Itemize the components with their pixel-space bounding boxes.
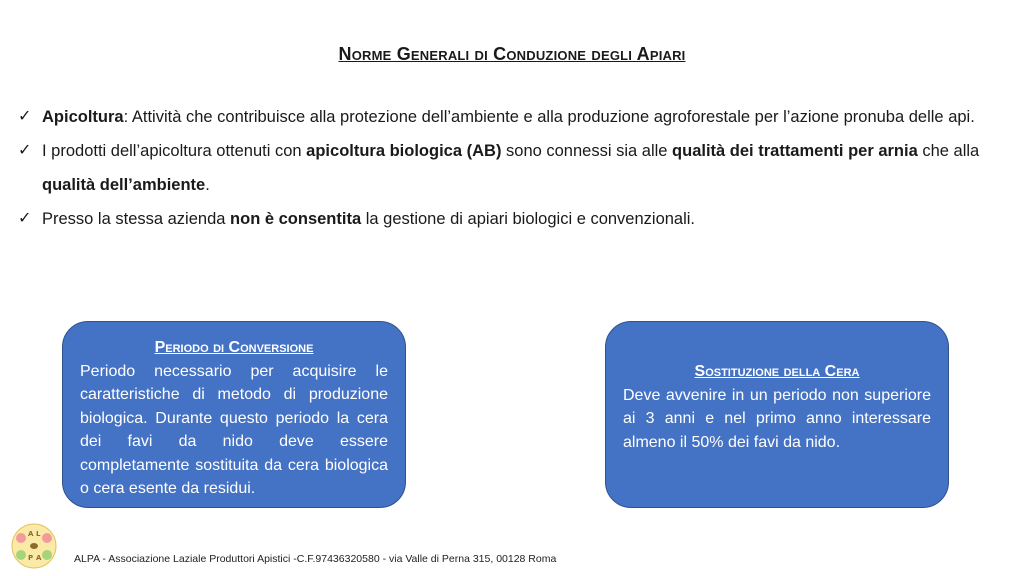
bullet-list: [18, 100, 1008, 236]
bullet-bold: apicoltura biologica (AB): [306, 142, 502, 160]
bullet-bold: non è consentita: [230, 210, 362, 228]
bullet-text: I prodotti dell’apicoltura ottenuti con: [42, 142, 307, 160]
bullet-text: che alla: [917, 142, 980, 160]
bullet-item: [18, 202, 1008, 236]
box-text: Periodo necessario per acquisire le caratteristiche di metodo di produzione biologica. Durante questo periodo la cera dei favi da nido deve essere completamente sostituita da cera biologica o cera esente da residui.: [80, 362, 388, 497]
box-text: Deve avvenire in un periodo non superiore ai 3 anni e nel primo anno interessare almeno il 50% dei favi da nido.: [623, 386, 931, 451]
bullet-text: Presso la stessa azienda: [42, 210, 231, 228]
bullet-bold: qualità dell’ambiente: [42, 176, 206, 194]
bullet-text: : Attività che contribuisce alla protezione dell’ambiente e alla produzione agroforestale per l’azione pronuba delle api.: [123, 108, 975, 126]
checkmark-icon: ✓: [18, 108, 32, 125]
box-heading: Sostituzione della Cera: [694, 363, 860, 380]
svg-text:A: A: [28, 530, 34, 538]
footer-text: ALPA - Associazione Laziale Produttori Apistici -C.F.97436320580 - via Valle di Perna 315, 00128 Roma: [74, 553, 557, 565]
bullet-item: [18, 100, 1008, 134]
bullet-item: [18, 134, 1008, 202]
conversion-period-box: [62, 321, 406, 508]
svg-text:A: A: [36, 554, 42, 562]
bullet-term: Apicoltura: [42, 108, 124, 126]
bullet-text: la gestione di apiari biologici e convenzionali.: [361, 210, 696, 228]
box-heading: Periodo di Conversione: [154, 339, 314, 356]
bullet-text: .: [205, 176, 210, 194]
wax-replacement-box: [605, 321, 949, 508]
slide-title: Norme Generali di Conduzione degli Apiari: [338, 44, 686, 64]
bullet-text: sono connessi sia alle: [501, 142, 673, 160]
svg-text:P: P: [28, 554, 34, 562]
alpa-logo-icon: [10, 522, 58, 570]
checkmark-icon: ✓: [18, 142, 32, 159]
checkmark-icon: ✓: [18, 210, 32, 227]
svg-text:L: L: [36, 530, 41, 538]
bullet-bold: qualità dei trattamenti per arnia: [672, 142, 918, 160]
